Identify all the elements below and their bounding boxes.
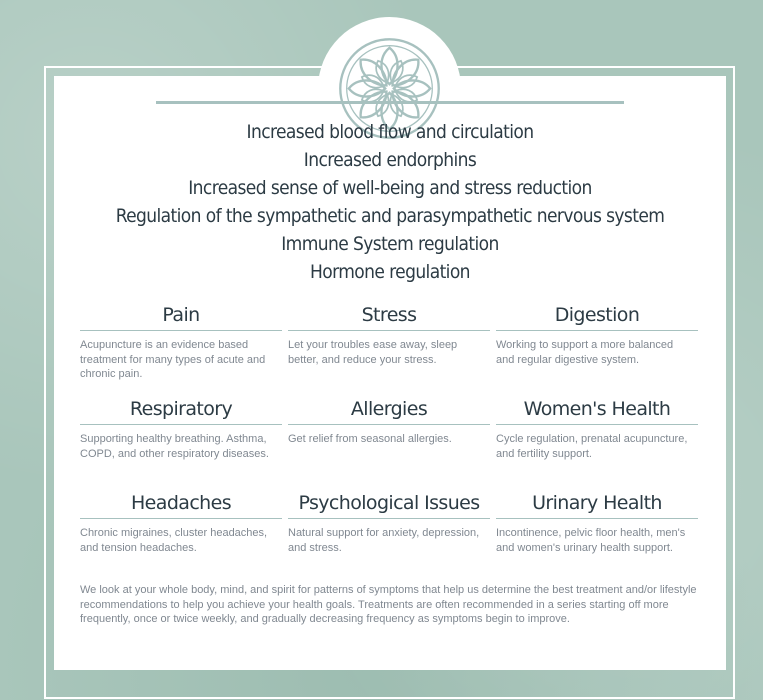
header-divider [156, 101, 624, 104]
condition-digestion [496, 300, 698, 394]
condition-description: Natural support for anxiety, depression, and stress. [288, 527, 480, 554]
condition-title: Headaches [80, 488, 282, 519]
condition-title: Urinary Health [496, 488, 698, 519]
condition-respiratory [80, 394, 282, 488]
condition-description: Acupuncture is an evidence based treatment for many types of acute and chronic pain. [80, 339, 266, 380]
benefit-item: Hormone regulation [310, 261, 470, 283]
condition-description: Get relief from seasonal allergies. [288, 433, 452, 445]
condition-pain [80, 300, 282, 394]
benefit-item: Increased endorphins [303, 149, 477, 171]
condition-description: Incontinence, pelvic floor health, men's and women's urinary health support. [496, 527, 686, 554]
condition-stress [288, 300, 490, 394]
benefit-item: Regulation of the sympathetic and parasympathetic nervous system [115, 205, 665, 227]
condition-title: Pain [80, 300, 282, 331]
condition-title: Allergies [288, 394, 490, 425]
benefit-item: Increased sense of well-being and stress reduction [188, 177, 592, 199]
conditions-grid [80, 300, 700, 582]
condition-psychological-issues [288, 488, 490, 582]
condition-headaches [80, 488, 282, 582]
condition-description: Chronic migraines, cluster headaches, and tension headaches. [80, 527, 268, 554]
benefit-item: Immune System regulation [281, 233, 499, 255]
condition-description: Supporting healthy breathing. Asthma, COPD, and other respiratory diseases. [80, 433, 269, 460]
benefits-list [60, 118, 720, 286]
benefit-item: Increased blood flow and circulation [246, 121, 534, 143]
condition-womens-health [496, 394, 698, 488]
condition-title: Psychological Issues [288, 488, 490, 519]
condition-urinary-health [496, 488, 698, 582]
condition-description: Cycle regulation, prenatal acupuncture, and fertility support. [496, 433, 688, 460]
condition-title: Digestion [496, 300, 698, 331]
condition-allergies [288, 394, 490, 488]
condition-title: Respiratory [80, 394, 282, 425]
condition-title: Women's Health [496, 394, 698, 425]
footer-paragraph: We look at your whole body, mind, and spirit for patterns of symptoms that help us determine the best treatment and/or lifestyle recommendations to help you achieve your health goals. Treatments are often recommended in a series starting off more frequently, once or twice weekly, and gradually decreasing frequency as symptoms begin to improve. [80, 584, 697, 625]
condition-description: Let your troubles ease away, sleep better, and reduce your stress. [288, 339, 458, 366]
condition-description: Working to support a more balanced and regular digestive system. [496, 339, 674, 366]
condition-title: Stress [288, 300, 490, 331]
